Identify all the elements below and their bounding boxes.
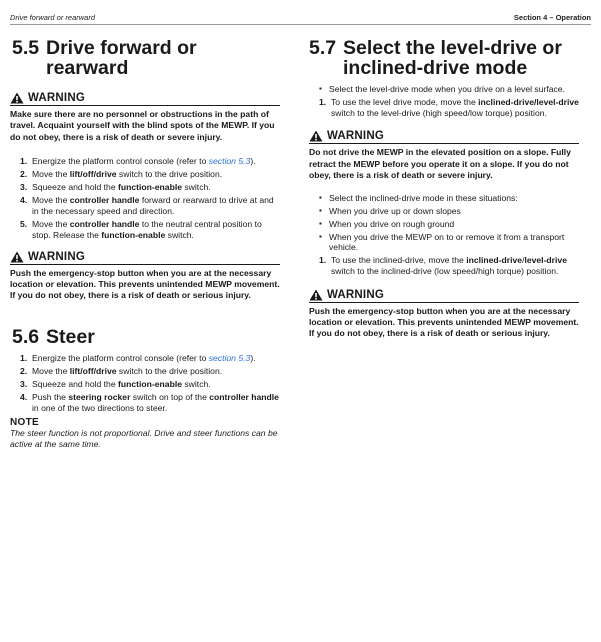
list-item: 1. Energize the platform control console (refer to section 5.3). (20, 352, 256, 363)
header-section-label: Section 4 – Operation (513, 12, 591, 22)
section-number: 5.5 (12, 37, 40, 59)
warning-box (10, 92, 280, 143)
warning-heading (309, 130, 579, 144)
warning-heading (10, 92, 280, 106)
warning-label: WARNING (28, 92, 85, 104)
section-5-5-heading (12, 38, 280, 78)
warning-triangle-icon (309, 130, 323, 142)
section-5-7-heading (309, 38, 579, 78)
header-chapter-title: Drive forward or rearward (10, 12, 96, 22)
list-item: 4. Push the steering rocker switch on top of the controller handle in one of the two directions to steer. (20, 391, 279, 413)
warning-text: Make sure there are no personnel or obstructions in the path of travel. Acquaint yourself with the blind spots of the MEWP. If you do not obey, there is a risk of death or severe injury. (10, 109, 275, 142)
section-number: 5.6 (12, 325, 40, 348)
warning-triangle-icon (10, 251, 24, 263)
section-title: Drive forward or rearward (46, 37, 197, 79)
list-item: 1. To use the inclined-drive, move the inclined-drive/level-drive switch to the inclined-drive (low speed/high torque) position. (319, 255, 567, 277)
page-header (10, 10, 591, 24)
section-5-3-link[interactable]: section 5.3 (208, 155, 251, 166)
warning-heading (10, 251, 280, 265)
level-drive-steps (319, 97, 579, 119)
inclined-drive-steps (319, 255, 579, 277)
inclined-drive-situations (319, 206, 579, 253)
warning-text: Push the emergency-stop button when you are at the necessary location or elevation. This prevents unintended MEWP movement. If you do not obey, there is a risk of death or serious injury. (10, 267, 280, 301)
warning-text: Push the emergency-stop button when you are at the necessary location or elevation. This prevents unintended MEWP movement. If you do not obey, there is a risk of death or serious injury. (309, 305, 579, 339)
note-label: NOTE (10, 417, 39, 429)
list-item: 1. Energize the platform control console (refer to section 5.3). (20, 155, 256, 166)
list-item: 3. Squeeze and hold the function-enable switch. (20, 182, 211, 193)
steer-steps-list (20, 353, 280, 414)
warning-box (309, 289, 579, 340)
header-divider (10, 24, 591, 25)
list-item: ▪ When you drive on rough ground (319, 218, 455, 229)
inclined-drive-bullets (319, 193, 579, 204)
section-5-6-heading (12, 327, 280, 347)
section-5-3-link[interactable]: section 5.3 (208, 352, 251, 363)
list-item: ▪ Select the level-drive mode when you drive on a level surface. (319, 84, 565, 94)
level-drive-bullets (319, 84, 579, 95)
list-item: ▪ When you drive the MEWP on to or remove it from a transport vehicle. (319, 231, 565, 253)
warning-box (10, 251, 280, 302)
list-item: ▪ Select the inclined-drive mode in these situations: (319, 193, 518, 204)
warning-box (309, 130, 579, 181)
list-item: 1. To use the level drive mode, move the inclined-drive/level-drive switch to the level-drive (high speed/low torque) position. (319, 96, 579, 118)
list-item: 5. Move the controller handle to the neutral central position to stop. Release the function-enable switch. (20, 219, 262, 240)
list-item: 4. Move the controller handle forward or rearward to drive at and in the necessary speed and direction. (20, 195, 274, 216)
list-item: ▪ When you drive up or down slopes (319, 206, 461, 217)
warning-label: WARNING (28, 250, 85, 263)
warning-triangle-icon (10, 92, 24, 104)
section-number: 5.7 (309, 37, 337, 59)
warning-text: Do not drive the MEWP in the elevated position on a slope. Fully retract the MEWP before you operate it on a slope. If you do not obey, there is a risk of death or severe injury. (309, 147, 571, 180)
section-title: Steer (46, 325, 95, 348)
warning-triangle-icon (309, 289, 323, 301)
right-column (309, 38, 579, 340)
note-box (10, 417, 280, 450)
warning-label: WARNING (327, 288, 384, 301)
left-column (10, 38, 280, 450)
list-item: 2. Move the lift/off/drive switch to the drive position. (20, 365, 223, 376)
warning-heading (309, 289, 579, 303)
note-text: The steer function is not proportional. Drive and steer functions can be active at the same time. (10, 428, 278, 450)
drive-steps-list (20, 156, 280, 241)
section-title: Select the level-drive or inclined-drive mode (343, 37, 562, 79)
warning-label: WARNING (327, 130, 384, 143)
list-item: 3. Squeeze and hold the function-enable switch. (20, 378, 211, 389)
list-item: 2. Move the lift/off/drive switch to the drive position. (20, 168, 223, 179)
